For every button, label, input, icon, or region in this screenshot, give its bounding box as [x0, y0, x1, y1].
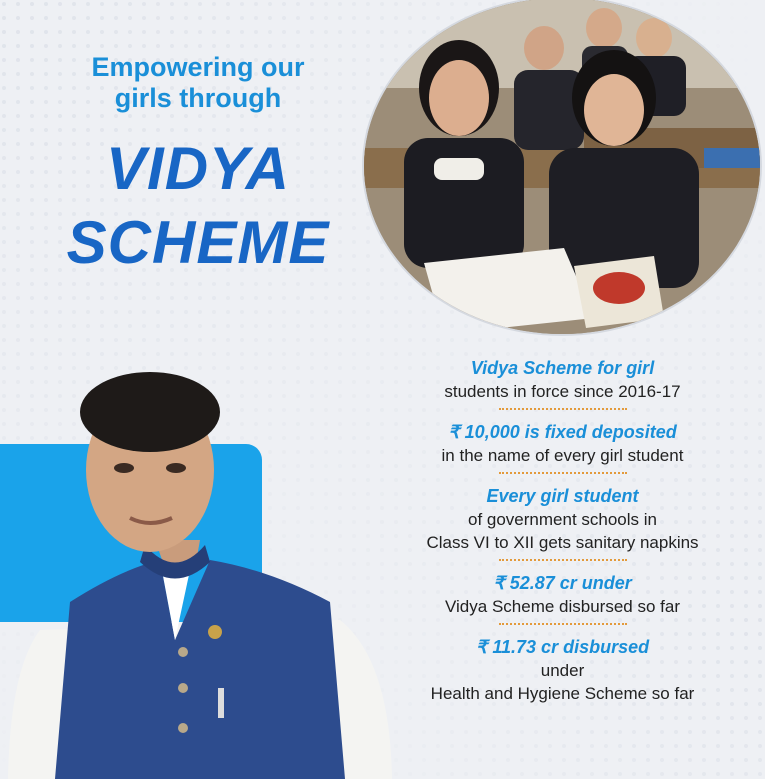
- dotted-divider: [499, 559, 627, 561]
- fact-body-line: students in force since 2016-17: [444, 382, 681, 401]
- fact-highlight: ₹ 52.87 cr under: [493, 573, 632, 593]
- fact-item: [360, 484, 765, 561]
- headline-title-line1: VIDYA: [106, 135, 290, 202]
- fact-item: [360, 356, 765, 410]
- fact-body-line: under: [540, 661, 585, 680]
- fact-item: [360, 571, 765, 625]
- facts-list: [360, 356, 765, 705]
- fact-highlight: Every girl student: [486, 486, 639, 506]
- fact-body-line: in the name of every girl student: [441, 446, 684, 465]
- fact-body-line: of government schools in: [468, 510, 657, 529]
- headline-subtitle-line1: Empowering our: [91, 52, 305, 82]
- headline-subtitle-line2: girls through: [114, 83, 282, 113]
- dotted-divider: [499, 623, 627, 625]
- classroom-photo-illustration: [364, 0, 760, 334]
- fact-highlight: ₹ 11.73 cr disbursed: [475, 637, 650, 657]
- fact-item: [360, 635, 765, 705]
- fact-highlight: Vidya Scheme for girl: [470, 358, 655, 378]
- fact-highlight: ₹ 10,000 is fixed deposited: [448, 422, 677, 442]
- fact-body-line: Class VI to XII gets sanitary napkins: [426, 533, 699, 552]
- headline-title-line2: SCHEME: [66, 209, 330, 276]
- classroom-photo: [362, 0, 762, 336]
- dotted-divider: [499, 472, 627, 474]
- dotted-divider: [499, 408, 627, 410]
- portrait-photo: [0, 340, 400, 779]
- fact-body-line: Vidya Scheme disbursed so far: [445, 597, 680, 616]
- fact-item: [360, 420, 765, 474]
- fact-body-line: Health and Hygiene Scheme so far: [430, 684, 695, 703]
- headline: [28, 52, 368, 280]
